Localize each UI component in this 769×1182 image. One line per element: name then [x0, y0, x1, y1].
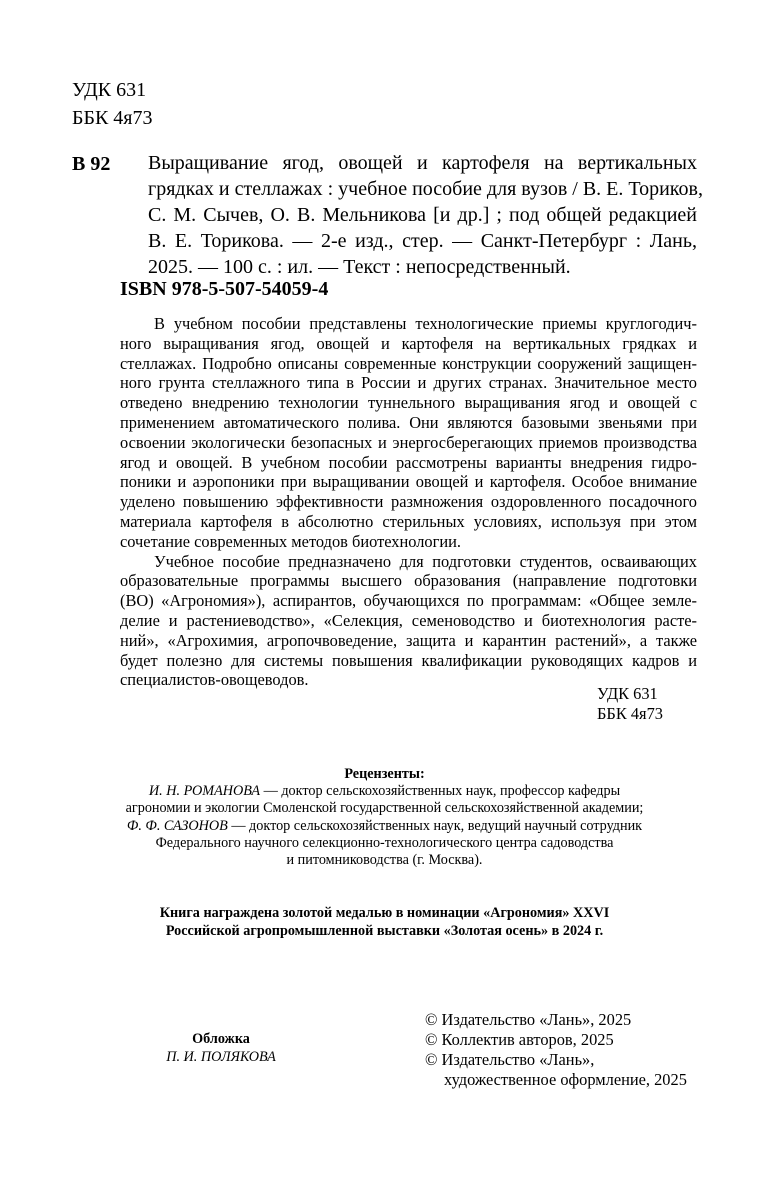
abstract-line: стеллажах. Подробно описаны современные конструкции сооружений защищен- [120, 353, 697, 373]
abstract-line: Учебное пособие предназначено для подготовки студентов, осваивающих [154, 551, 697, 571]
reviewer-2-affiliation: Федерального научного селекционно-технологического центра садоводства [155, 834, 614, 851]
abstract-line: делие и растениеводство», «Селекция, семеноводство и биотехнология расте- [120, 610, 697, 630]
classification-codes [72, 76, 153, 132]
award-note [72, 904, 697, 940]
bib-line: С. М. Сычев, О. В. Мельникова [и др.] ; под общей редакцией [148, 204, 697, 226]
isbn: ISBN 978-5-507-54059-4 [120, 278, 329, 300]
author-mark: В 92 [72, 153, 111, 175]
cover-credit [120, 1030, 322, 1066]
abstract-line: специалистов-овощеводов. [120, 670, 309, 690]
bibliographic-description [148, 150, 703, 280]
abstract-line: будет полезно для системы повышения квалификации руководящих кадров и [120, 650, 697, 670]
copyright-line: © Издательство «Лань», 2025 [425, 1010, 632, 1029]
abstract-line: ягод и овощей. В учебном пособии рассмотрены варианты внедрения гидро- [120, 452, 697, 472]
udk-code: УДК 631 [597, 684, 658, 703]
abstract [120, 314, 697, 690]
bbk-code: ББК 4я73 [597, 704, 663, 723]
abstract-line: сочетание современных методов биотехнологии. [120, 531, 461, 551]
bib-line: В. Е. Торикова. — 2-е изд., стер. — Санкт-Петербург : Лань, [148, 230, 697, 252]
cover-label: Обложка [192, 1031, 250, 1047]
reviewer-2-affiliation: и питомниководства (г. Москва). [286, 852, 483, 869]
abstract-line: В учебном пособии представлены технологические приемы круглогодич- [154, 314, 697, 333]
reviewer-2-name: Ф. Ф. САЗОНОВ [126, 817, 228, 834]
abstract-line: ного грунта стеллажного типа в России и других странах. Значительное место [120, 373, 697, 393]
copyright-line: художественное оформление, 2025 [444, 1070, 687, 1089]
reviewers-block [72, 766, 697, 869]
reviewer-1-affiliation: агрономии и экологии Смоленской государственной сельскохозяйственной академии; [125, 800, 644, 817]
bib-line: грядках и стеллажах : учебное пособие для вузов / В. Е. Ториков, [148, 178, 703, 200]
abstract-line: поники и аэропоники при выращивании овощей и картофеля. Особое внимание [120, 472, 697, 492]
bbk-code: ББК 4я73 [72, 107, 153, 129]
bib-line: Выращивание ягод, овощей и картофеля на вертикальных [148, 152, 697, 174]
reviewers-heading: Рецензенты: [344, 766, 425, 782]
abstract-line: (ВО) «Агрономия»), аспирантов, обучающихся по программам: «Общее земле- [120, 591, 697, 611]
abstract-line: освоении экологически безопасных и энергосберегающих приемов производства [120, 432, 697, 452]
award-line: Книга награждена золотой медалью в номинации «Агрономия» XXVI [159, 905, 610, 921]
udk-code: УДК 631 [72, 79, 147, 101]
award-line: Российской агропромышленной выставки «Золотая осень» в 2024 г. [165, 923, 604, 939]
abstract-line: уделено повышению эффективности размножения оздоровленного посадочного [120, 492, 697, 512]
cover-artist: П. И. ПОЛЯКОВА [166, 1049, 276, 1065]
abstract-line: образовательные программы высшего образования (направление подготовки [120, 571, 697, 591]
reviewer-2-title: — доктор сельскохозяйственных наук, ведущий научный сотрудник [227, 817, 643, 834]
reviewer-1-name: И. Н. РОМАНОВА [148, 783, 261, 800]
bib-line: 2025. — 100 с. : ил. — Текст : непосредственный. [148, 256, 571, 278]
abstract-line: материала картофеля в абсолютно стерильных условиях, используя при этом [120, 511, 697, 531]
reviewer-1-title: — доктор сельскохозяйственных наук, профессор кафедры [260, 783, 621, 800]
copyright-line: © Коллектив авторов, 2025 [425, 1030, 614, 1049]
reviewer-1 [72, 783, 697, 800]
abstract-line: отведено внедрению технологии туннельного выращивания ягод и овощей с [120, 393, 697, 413]
reviewer-2 [72, 818, 697, 835]
copyright-block [425, 1010, 687, 1090]
classification-codes-right [597, 684, 697, 724]
abstract-line: применением автоматического полива. Они являются базовыми звеньями при [120, 412, 697, 432]
copyright-line: © Издательство «Лань», [425, 1050, 595, 1069]
abstract-line: ний», «Агрохимия, агропочвоведение, защита и карантин растений», а также [120, 630, 697, 650]
abstract-line: ного выращивания ягод, овощей и картофеля на вертикальных грядках и [120, 333, 697, 353]
